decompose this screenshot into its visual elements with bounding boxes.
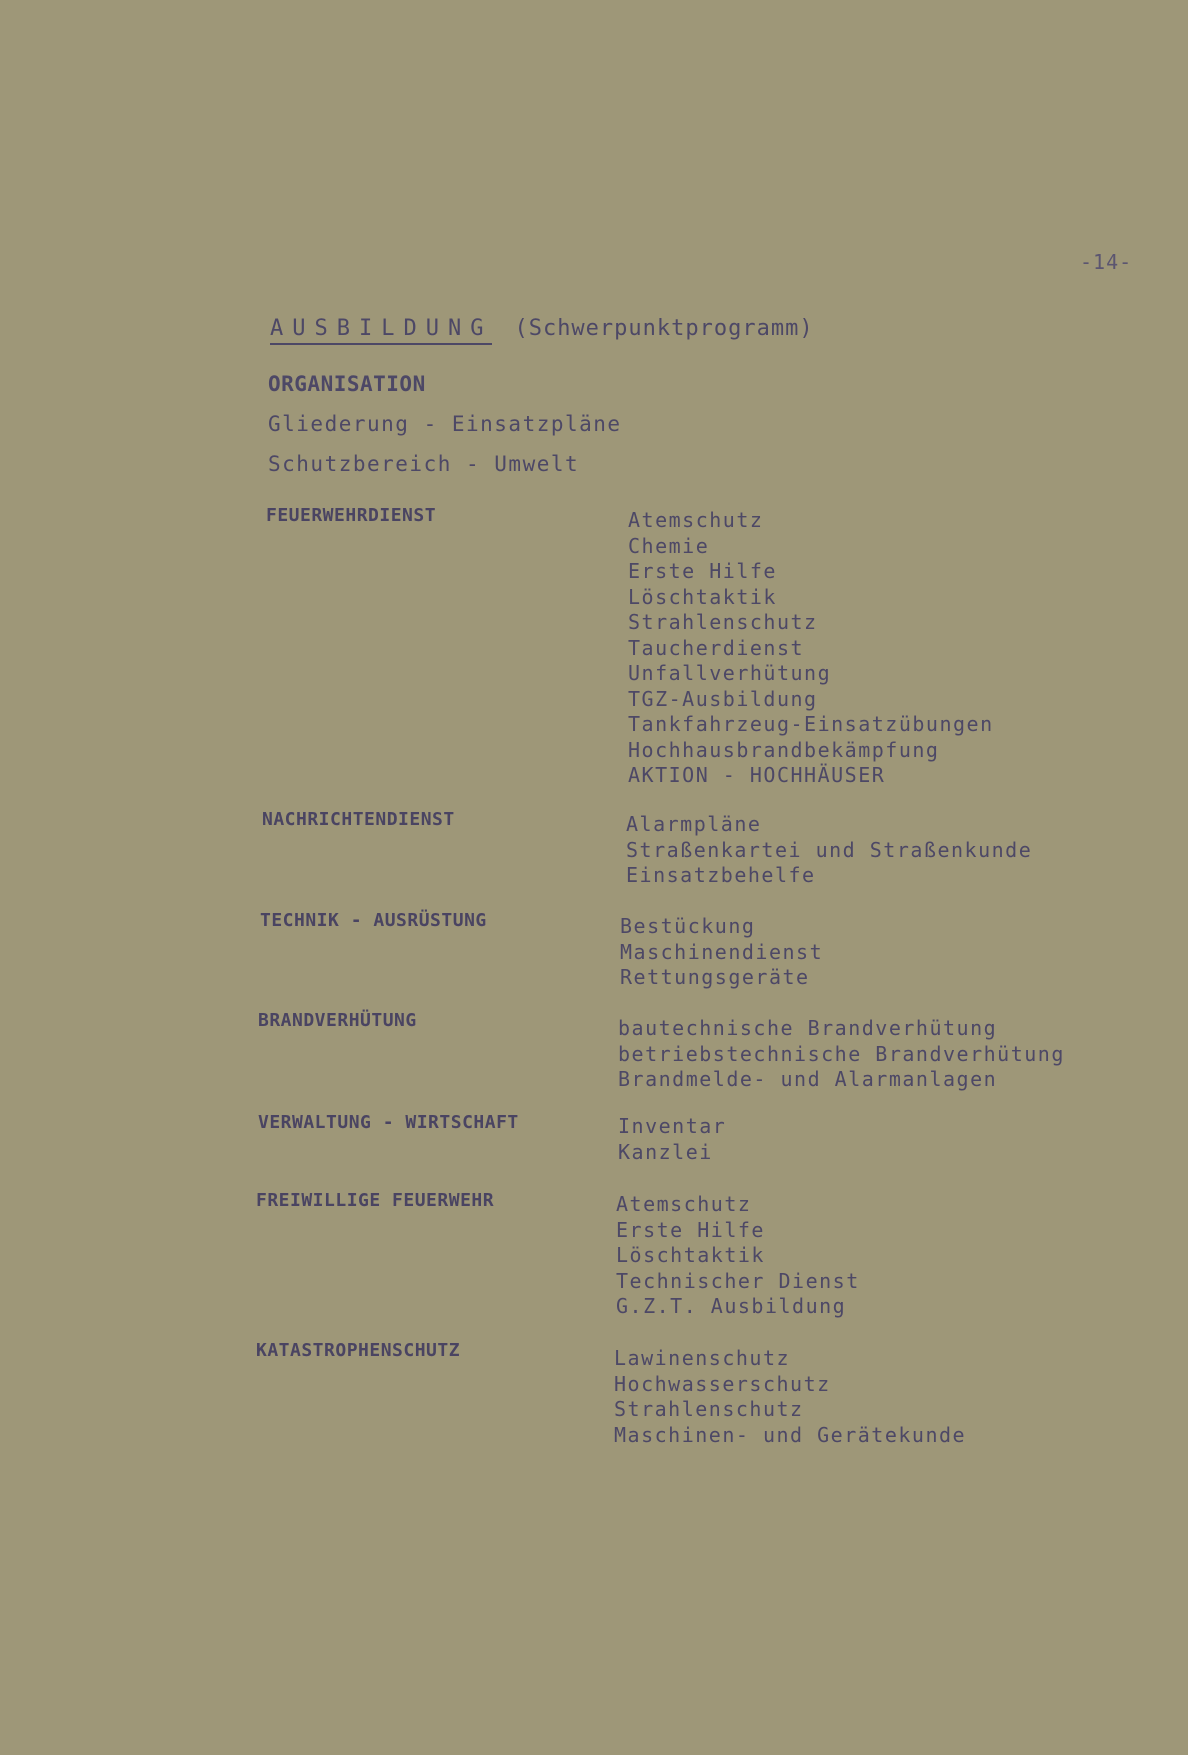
section-item-list [618,1016,1065,1093]
section-item-list [620,914,823,991]
page-subtitle: (Schwerpunktprogramm) [514,316,814,341]
list-item: Straßenkartei und Straßenkunde [626,837,1033,862]
list-item: Bestückung [620,914,756,938]
list-item: Maschinendienst [620,939,824,964]
page-number: -14- [1080,250,1133,274]
list-item: Inventar [618,1114,727,1138]
section-label: KATASTROPHENSCHUTZ [256,1340,461,1361]
page-heading [270,316,814,341]
list-item: Strahlenschutz [628,610,818,634]
section-label: FREIWILLIGE FEUERWEHR [256,1190,495,1211]
list-item: Maschinen- und Gerätekunde [614,1422,967,1447]
list-item: Unfallverhütung [628,661,832,685]
section-label: TECHNIK - AUSRÜSTUNG [260,910,487,931]
list-item: Alarmpläne [626,812,762,836]
list-item: Erste Hilfe [628,559,777,583]
section-item-list [616,1192,860,1320]
section-label: NACHRICHTENDIENST [262,809,455,830]
intro-organisation: ORGANISATION [268,372,426,396]
section-label: BRANDVERHÜTUNG [258,1010,417,1031]
section-label: FEUERWEHRDIENST [266,505,437,526]
list-item: Einsatzbehelfe [626,863,816,887]
list-item: betriebstechnische Brandverhütung [618,1041,1065,1066]
section-label: VERWALTUNG - WIRTSCHAFT [258,1112,519,1133]
list-item: Kanzlei [618,1139,713,1164]
list-item: Strahlenschutz [614,1397,804,1421]
list-item: Atemschutz [628,508,764,532]
section-item-list [628,508,994,789]
list-item: Atemschutz [616,1192,752,1216]
intro-line: Schutzbereich - Umwelt [268,452,580,476]
list-item: Löschtaktik [628,584,777,609]
page-title: AUSBILDUNG [270,316,492,345]
list-item: Hochhausbrandbekämpfung [628,737,940,762]
list-item: Brandmelde- und Alarmanlagen [618,1067,998,1091]
list-item: Löschtaktik [616,1243,765,1267]
list-item: Chemie [628,533,710,558]
list-item: G.Z.T. Ausbildung [616,1294,847,1318]
list-item: Tankfahrzeug-Einsatzübungen [628,712,994,736]
intro-line: Gliederung - Einsatzpläne [268,412,622,436]
list-item: Technischer Dienst [616,1268,860,1293]
list-item: Lawinenschutz [614,1346,791,1370]
list-item: Hochwasserschutz [614,1371,831,1396]
list-item: TGZ-Ausbildung [628,686,818,711]
list-item: Erste Hilfe [616,1217,765,1242]
list-item: Taucherdienst [628,635,805,660]
section-item-list [614,1346,966,1448]
intro-block [268,364,622,484]
list-item: bautechnische Brandverhütung [618,1016,998,1040]
section-item-list [618,1114,726,1165]
section-item-list [626,812,1032,889]
list-item: Rettungsgeräte [620,965,810,989]
list-item: AKTION - HOCHHÄUSER [628,763,886,787]
